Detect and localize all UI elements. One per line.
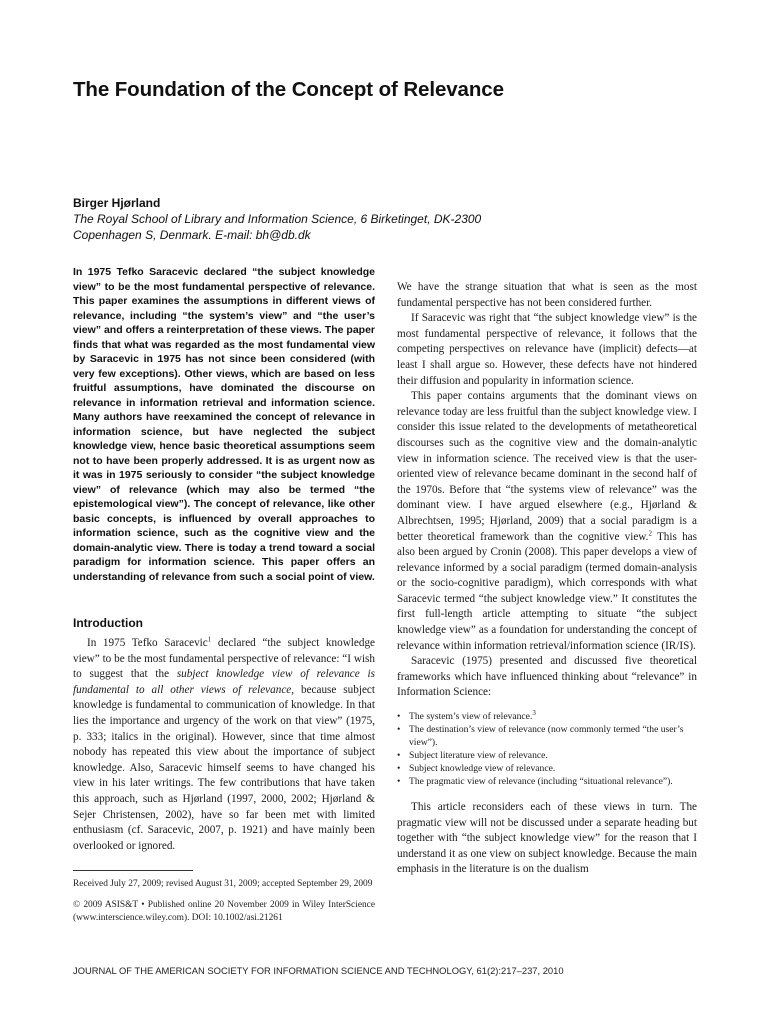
right-column-body <box>397 280 697 878</box>
list-item <box>397 723 697 749</box>
intro-paragraph <box>73 636 375 854</box>
list-item-text: Subject literature view of relevance. <box>409 750 548 762</box>
bullet-icon: • <box>397 711 401 723</box>
journal-footer: JOURNAL OF THE AMERICAN SOCIETY FOR INFORMATION SCIENCE AND TECHNOLOGY, 61(2):217–237, 2010 <box>73 965 564 976</box>
body-paragraph: Saracevic (1975) presented and discussed five theoretical frameworks which have influenced thinking about “relevance” in Information Science: <box>397 655 697 699</box>
author-name: Birger Hjørland <box>73 196 161 210</box>
article-title: The Foundation of the Concept of Relevance <box>73 78 504 101</box>
list-item-text: The pragmatic view of relevance (including “situational relevance”). <box>409 776 673 788</box>
affiliation-line-1: The Royal School of Library and Information Science, 6 Birketinget, DK-2300 <box>73 212 482 226</box>
bullet-icon: • <box>397 763 401 775</box>
author-affiliation <box>73 211 533 243</box>
bullet-icon: • <box>397 724 401 736</box>
list-item-text: The system’s view of relevance. <box>409 711 533 723</box>
footnote-divider <box>73 870 193 871</box>
frameworks-list <box>397 710 697 788</box>
list-item <box>397 749 697 762</box>
copyright-notice: © 2009 ASIS&T • Published online 20 November 2009 in Wiley InterScience (www.interscience.wiley.com). DOI: 10.1002/asi.21261 <box>73 900 375 923</box>
intro-text: , because subject knowledge is fundamental to communication of knowledge. In that lies the importance and urgency of the work on that view” (1975, p. 333; italics in the original). However, since that time almost nobody has repeated this view about the importance of subject knowledge. Also, Saracevic himself seems to have changed his view in his later writings. The few contributions that have taken this approach, such as Hjørland (1997, 2000, 2002; Hjørland & Sejer Christensen, 2002), have so far been met with limited enthusiasm (cf. Saracevic, 2007, p. 1921) and have mainly been overlooked or ignored. <box>73 683 375 852</box>
bullet-icon: • <box>397 750 401 762</box>
body-paragraph: This article reconsiders each of these views in turn. The pragmatic view will not be discussed under a separate heading but together with “the subject knowledge view” for the reason that I understand it as one view on subject knowledge. Because the main emphasis in the literature is on the dualism <box>397 801 697 876</box>
footnote-marker: 2 <box>648 528 652 537</box>
list-item <box>397 775 697 788</box>
intro-text: In 1975 Tefko Saracevic <box>87 637 208 649</box>
body-text: This paper contains arguments that the dominant views on relevance today are less fruitful than the subject knowledge view. I consider this issue related to the developments of metatheoretical discourses such as the cognitive view and the domain-analytic view in information science. The received view is that the user-oriented view of relevance became dominant in the second half of the 1970s. Before that “the systems view of relevance” was the dominant view. I have argued elsewhere (e.g., Hjørland & Albrechtsen, 1995; Hjørland, 2009) that a social paradigm is a better theoretical framework than the cognitive view. <box>397 390 697 543</box>
list-item <box>397 762 697 775</box>
body-paragraph: If Saracevic was right that “the subject knowledge view” is the most fundamental perspective of relevance, it follows that the competing perspectives on relevance have (implicit) defects—at least I shall argue so. However, these defects have not hindered their diffusion and popularity in information science. <box>397 312 697 387</box>
section-heading-introduction: Introduction <box>73 616 143 630</box>
bullet-icon: • <box>397 776 401 788</box>
abstract: In 1975 Tefko Saracevic declared “the subject knowledge view” to be the most fundamental perspective of relevance. This paper examines the assumptions in different views of relevance, including “the system’s view” and “the user’s view” and offers a reinterpretation of these views. The paper finds that what was regarded as the most fundamental view by Saracevic in 1975 has not since been considered (with very few exceptions). Other views, which are based on less fruitful assumptions, have dominated the discourse on relevance in information retrieval and information science. Many authors have reexamined the concept of relevance in information science, but have neglected the subject knowledge view, hence basic theoretical assumptions seem not to have been properly addressed. It is as urgent now as it was in 1975 seriously to consider “the subject knowledge view” of relevance (which may also be termed “the epistemological view”). The concept of relevance, like other basic concepts, is influenced by overall approaches to information science, such as the cognitive view and the domain-analytic view. There is today a trend toward a social paradigm for information science. This paper offers an understanding of relevance from such a social point of view. <box>73 266 375 583</box>
received-dates: Received July 27, 2009; revised August 31, 2009; accepted September 29, 2009 <box>73 879 373 889</box>
body-paragraph: We have the strange situation that what is seen as the most fundamental perspective has not been considered further. <box>397 281 697 309</box>
intro-italic-quote: subject knowledge view of relevance is fundamental to all other views of relevance <box>73 668 375 696</box>
footnotes <box>73 878 375 933</box>
intro-text: declared “the subject knowledge view” to be the most fundamental perspective of relevance: “I wish to suggest that the <box>73 637 375 681</box>
footnote-marker: 1 <box>207 635 212 644</box>
list-item-text: Subject knowledge view of relevance. <box>409 763 556 775</box>
body-text: This has also been argued by Cronin (2008). This paper develops a view of relevance informed by a social paradigm (termed domain-analysis or the socio-cognitive paradigm), which corresponds with what Saracevic termed “the subject knowledge view.” It constitutes the first full-length article attempting to situate “the subject knowledge view” as a foundation for understanding the concept of relevance within information retrieval/information science (IR/IS). <box>397 530 697 652</box>
affiliation-line-2: Copenhagen S, Denmark. E-mail: bh@db.dk <box>73 228 311 242</box>
introduction-body <box>73 636 375 854</box>
list-item <box>397 710 697 723</box>
footnote-marker: 3 <box>532 708 536 717</box>
body-paragraph <box>397 389 697 654</box>
list-item-text: The destination’s view of relevance (now commonly termed “the user’s view”). <box>409 724 684 749</box>
